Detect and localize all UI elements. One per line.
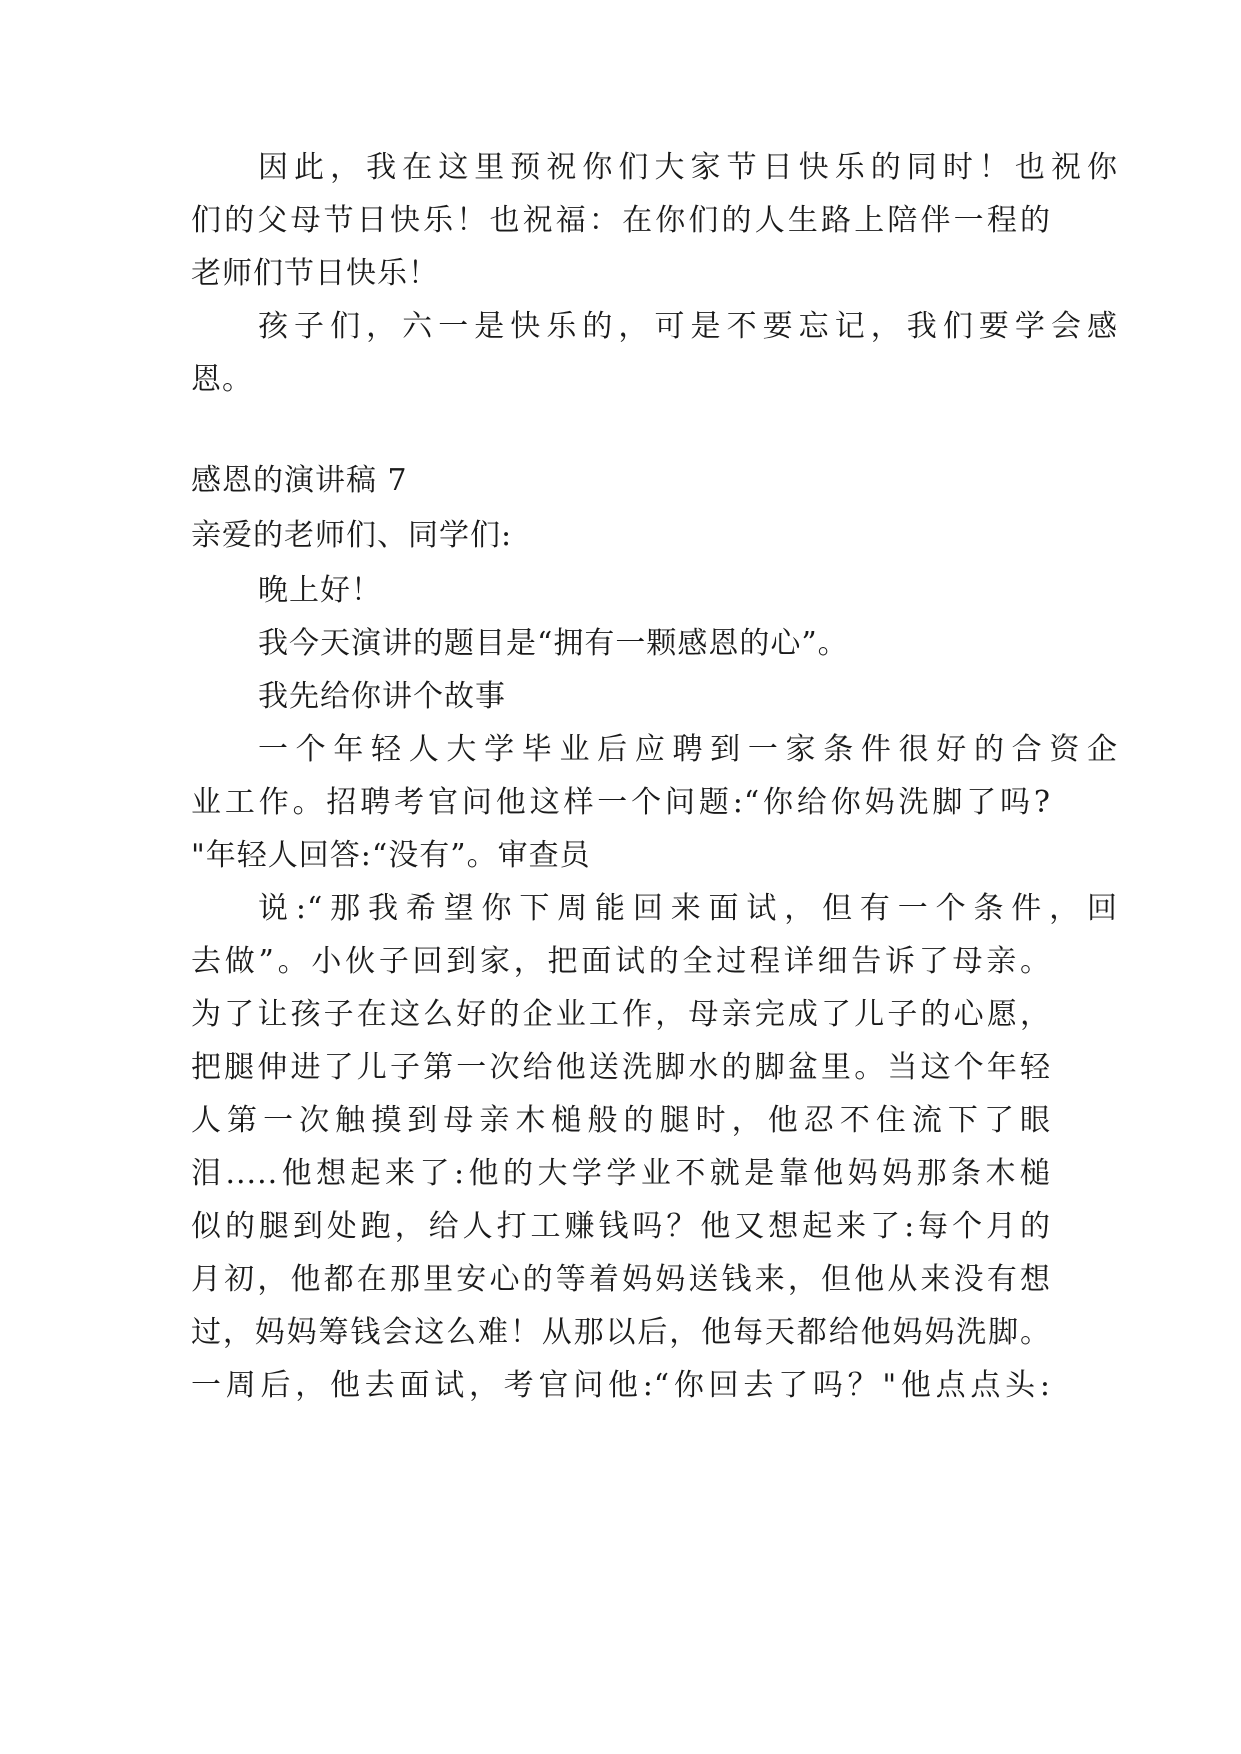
paragraph-line: 因此，我在这里预祝你们大家节日快乐的同时！也祝你 (258, 150, 1118, 185)
paragraph-line: 老师们节日快乐！ (191, 256, 439, 291)
paragraph-line: 泪.....他想起来了:他的大学学业不就是靠他妈妈那条木槌 (191, 1156, 1051, 1191)
paragraph-line: 孩子们，六一是快乐的，可是不要忘记，我们要学会感 (258, 309, 1118, 344)
paragraph-line: 月初，他都在那里安心的等着妈妈送钱来，但他从来没有想 (191, 1262, 1051, 1297)
paragraph-line: 为了让孩子在这么好的企业工作，母亲完成了儿子的心愿， (191, 997, 1051, 1032)
paragraph-line: 我今天演讲的题目是“拥有一颗感恩的心”。 (258, 626, 849, 661)
paragraph-line: 晚上好！ (258, 573, 382, 608)
paragraph-line: 一周后，他去面试，考官问他:“你回去了吗？"他点点头: (191, 1368, 1051, 1403)
salutation: 亲爱的老师们、同学们: (191, 518, 513, 553)
paragraph-line: 去做”。小伙子回到家，把面试的全过程详细告诉了母亲。 (191, 944, 1051, 979)
paragraph-line: 把腿伸进了儿子第一次给他送洗脚水的脚盆里。当这个年轻 (191, 1050, 1051, 1085)
paragraph-line: 似的腿到处跑，给人打工赚钱吗？他又想起来了:每个月的 (191, 1209, 1051, 1244)
paragraph-line: 们的父母节日快乐！也祝福：在你们的人生路上陪伴一程的 (191, 203, 1051, 238)
section-heading: 感恩的演讲稿 7 (191, 463, 408, 498)
paragraph-line: 恩。 (191, 362, 253, 397)
paragraph-line: 一个年轻人大学毕业后应聘到一家条件很好的合资企 (258, 732, 1118, 767)
paragraph-line: 人第一次触摸到母亲木槌般的腿时，他忍不住流下了眼 (191, 1103, 1051, 1138)
paragraph-line: 业工作。招聘考官问他这样一个问题:“你给你妈洗脚了吗? (191, 785, 1051, 820)
paragraph-line: 我先给你讲个故事 (258, 679, 506, 714)
paragraph-line: 说:“那我希望你下周能回来面试，但有一个条件，回 (258, 891, 1118, 926)
paragraph-line: "年轻人回答:“没有”。审查员 (191, 838, 591, 873)
paragraph-line: 过，妈妈筹钱会这么难！从那以后，他每天都给他妈妈洗脚。 (191, 1315, 1051, 1350)
